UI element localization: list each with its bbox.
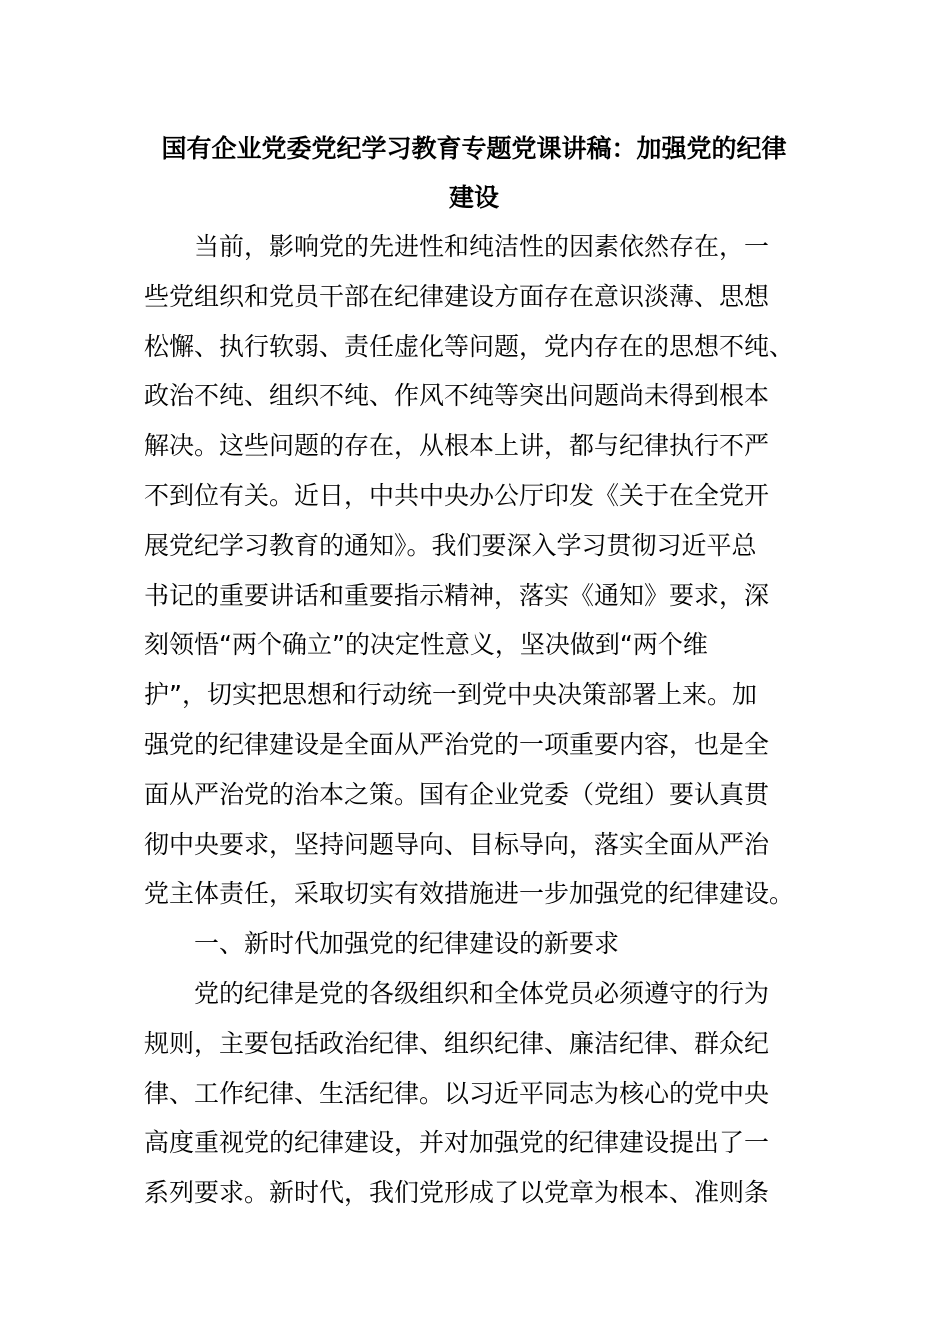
- text-line: 律、工作纪律、生活纪律。以习近平同志为核心的党中央: [144, 1078, 770, 1108]
- text-line: 规则，主要包括政治纪律、组织纪律、廉洁纪律、群众纪: [144, 1028, 770, 1058]
- text-line: 护”，切实把思想和行动统一到党中央决策部署上来。加: [144, 680, 757, 710]
- text-line: 松懈、执行软弱、责任虚化等问题，党内存在的思想不纯、: [144, 331, 795, 361]
- title-line: 建设: [448, 183, 499, 212]
- text-line: 些党组织和党员干部在纪律建设方面存在意识淡薄、思想: [144, 281, 770, 311]
- text-line: 强党的纪律建设是全面从严治党的一项重要内容，也是全: [144, 729, 770, 759]
- paragraph-1: [144, 222, 804, 919]
- text-line: 解决。这些问题的存在，从根本上讲，都与纪律执行不严: [144, 431, 770, 461]
- text-line: 党的纪律是党的各级组织和全体党员必须遵守的行为: [194, 978, 770, 1008]
- paragraph-2: [144, 969, 804, 1218]
- text-line: 书记的重要讲话和重要指示精神，落实《通知》要求，深: [144, 580, 770, 610]
- text-line: 面从严治党的治本之策。国有企业党委（党组）要认真贯: [144, 779, 770, 809]
- document-page: [144, 124, 804, 1218]
- text-line: 彻中央要求，坚持问题导向、目标导向，落实全面从严治: [144, 829, 770, 859]
- text-line: 展党纪学习教育的通知》。我们要深入学习贯彻习近平总: [144, 530, 757, 560]
- text-line: 高度重视党的纪律建设，并对加强党的纪律建设提出了一: [144, 1128, 770, 1158]
- text-line: 刻领悟“两个确立”的决定性意义，坚决做到“两个维: [144, 630, 708, 660]
- text-line: 系列要求。新时代，我们党形成了以党章为根本、准则条: [144, 1178, 770, 1208]
- text-line: 党主体责任，采取切实有效措施进一步加强党的纪律建设。: [144, 879, 795, 909]
- title-line: 国有企业党委党纪学习教育专题党课讲稿：加强党的纪律: [161, 134, 787, 163]
- text-line: 当前，影响党的先进性和纯洁性的因素依然存在，一: [194, 232, 770, 261]
- text-line: 政治不纯、组织不纯、作风不纯等突出问题尚未得到根本: [144, 381, 770, 411]
- text-line: 不到位有关。近日，中共中央办公厅印发《关于在全党开: [144, 480, 770, 510]
- section-heading-1: 一、新时代加强党的纪律建设的新要求: [194, 929, 620, 959]
- document-title: [124, 124, 824, 222]
